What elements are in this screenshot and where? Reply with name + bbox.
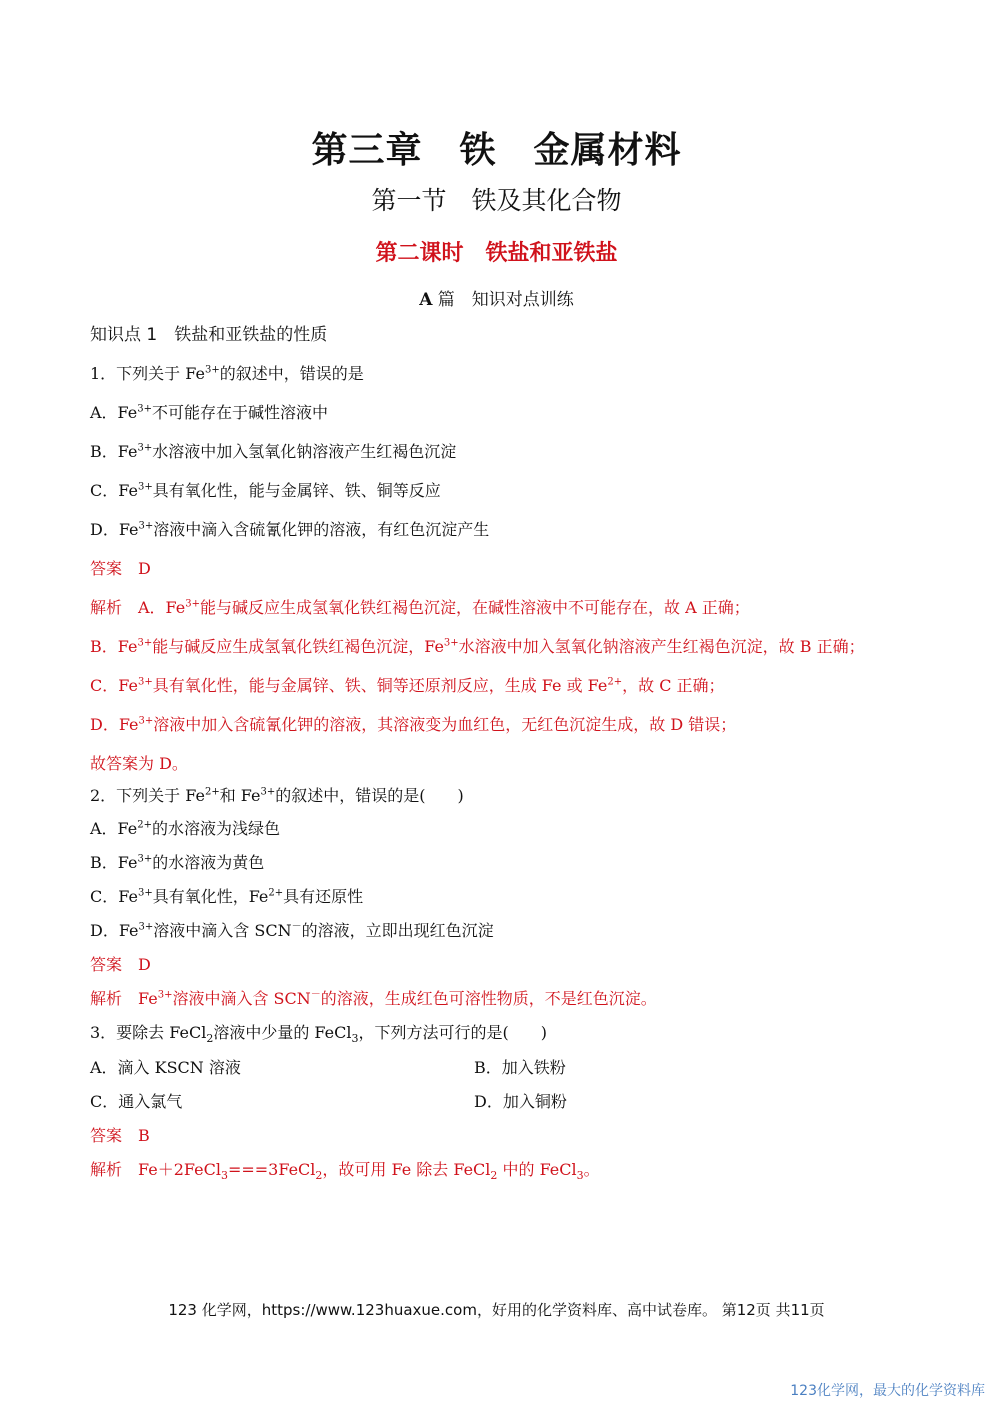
section-title: 第一节 铁及其化合物 [371, 186, 622, 215]
knowledge-point-heading: 知识点 1 铁盐和亚铁盐的性质 [90, 325, 328, 345]
question-3-option-d: D．加入铜粉 [474, 1092, 567, 1111]
question-2-answer: 答案 D [90, 955, 151, 974]
part-heading [0, 285, 993, 310]
question-3-explanation: 解析 Fe＋2FeCl$_3$===3FeCl$_2$，故可用 Fe 除去 FeCl$_2$ 中的 FeCl$_3$。 [90, 1160, 600, 1183]
question-3-stem: 3．要除去 FeCl$_2$溶液中少量的 FeCl$_3$，下列方法可行的是( ) [90, 1023, 547, 1046]
question-1-option-c: C．$Fe^{3+}$具有氧化性，能与金属锌、铁、铜等反应 [90, 481, 441, 500]
part-heading-text: 篇 知识对点训练 [437, 290, 574, 310]
question-1-explanation-5: 故答案为 D。 [90, 754, 188, 773]
question-3-answer: 答案 B [90, 1126, 150, 1145]
question-2-option-a: A．$Fe^{2+}$的水溶液为浅绿色 [90, 819, 281, 838]
question-1-option-b: B．$Fe^{3+}$水溶液中加入氢氧化钠溶液产生红褐色沉淀 [90, 442, 457, 461]
page-footer: 123 化学网，https://www.123huaxue.com，好用的化学资料库、高中试卷库。 第12页 共11页 [168, 1301, 825, 1319]
chapter-title: 第三章 铁 金属材料 [311, 130, 682, 171]
question-1-answer: 答案 D [90, 559, 151, 578]
question-1-option-a: A．$Fe^{3+}$不可能存在于碱性溶液中 [90, 403, 329, 422]
question-3-option-c: C．通入氯气 [90, 1092, 183, 1111]
question-1-explanation-3: C．$Fe^{3+}$具有氧化性，能与金属锌、铁、铜等还原剂反应，生成 Fe 或 $Fe^{2+}$，故 C 正确； [90, 676, 725, 695]
question-2-explanation: 解析 $Fe^{3+}$溶液中滴入含 SCN－的溶液，生成红色可溶性物质，不是红色沉淀。 [90, 989, 657, 1008]
question-3-option-a: A．滴入 KSCN 溶液 [90, 1058, 241, 1077]
question-2-option-c: C．$Fe^{3+}$具有氧化性，$Fe^{2+}$具有还原性 [90, 887, 364, 906]
question-1-explanation-1: 解析 A．$Fe^{3+}$能与碱反应生成氢氧化铁红褐色沉淀，在碱性溶液中不可能存在，故 A 正确； [90, 598, 750, 617]
question-1-explanation-2: B．$Fe^{3+}$能与碱反应生成氢氧化铁红褐色沉淀，$Fe^{3+}$水溶液中加入氢氧化钠溶液产生红褐色沉淀，故 B 正确； [90, 637, 865, 656]
lesson-title: 第二课时 铁盐和亚铁盐 [375, 241, 618, 266]
question-1-stem: 1．下列关于 $Fe^{3+}$的叙述中，错误的是 [90, 364, 364, 383]
question-2-option-d: D．$Fe^{3+}$溶液中滴入含 SCN－的溶液，立即出现红色沉淀 [90, 921, 494, 940]
question-1-option-d: D．$Fe^{3+}$溶液中滴入含硫氰化钾的溶液，有红色沉淀产生 [90, 520, 490, 539]
question-2-option-b: B．$Fe^{3+}$的水溶液为黄色 [90, 853, 265, 872]
question-3-option-b: B．加入铁粉 [474, 1058, 566, 1077]
part-letter: A [419, 290, 433, 310]
watermark-text: 123化学网，最大的化学资料库 [790, 1383, 985, 1399]
question-2-stem: 2．下列关于 $Fe^{2+}$和 $Fe^{3+}$的叙述中，错误的是( ) [90, 786, 464, 805]
question-1-explanation-4: D．$Fe^{3+}$溶液中加入含硫氰化钾的溶液，其溶液变为血红色，无红色沉淀生成，故 D 错误； [90, 715, 737, 734]
